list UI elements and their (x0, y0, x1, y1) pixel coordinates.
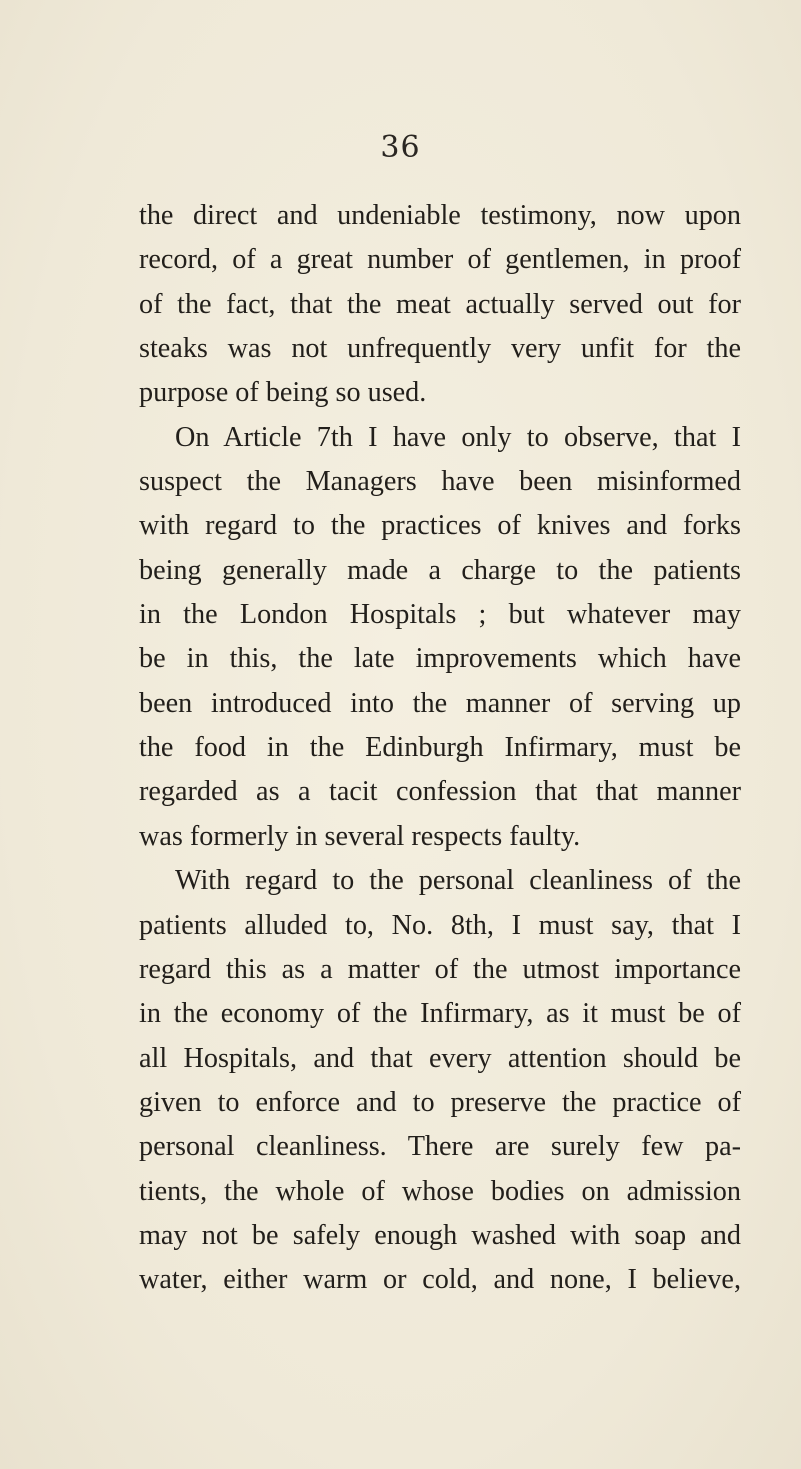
text-line: the direct and undeniable testimony, now upon (139, 200, 741, 231)
text-line: be in this, the late improvements which have (139, 643, 741, 675)
text-line: the food in the Edinburgh Infirmary, must be (139, 732, 741, 764)
text-line: personal cleanliness. There are surely few pa- (139, 1131, 741, 1163)
text-line: On Article 7th I have only to observe, that I (175, 421, 741, 453)
text-line: patients alluded to, No. 8th, I must say, that I (139, 909, 741, 941)
text-line: water, either warm or cold, and none, I believe, (139, 1264, 741, 1296)
text-line: of the fact, that the meat actually served out for (139, 288, 741, 320)
text-line: given to enforce and to preserve the practice of (139, 1086, 741, 1118)
page-number: 36 (380, 130, 421, 165)
text-line: with regard to the practices of knives and forks (139, 510, 741, 542)
text-line: suspect the Managers have been misinformed (139, 466, 741, 498)
text-line: may not be safely enough washed with soap and (139, 1219, 741, 1251)
text-line: being generally made a charge to the patients (139, 554, 741, 586)
text-line: was formerly in several respects faulty. (139, 820, 581, 852)
text-line: in the London Hospitals ; but whatever may (139, 599, 741, 631)
text-line: purpose of being so used. (139, 377, 427, 409)
text-line: regarded as a tacit confession that that manner (139, 776, 741, 808)
text-line: regard this as a matter of the utmost importance (139, 953, 741, 985)
body-text (139, 194, 741, 1303)
text-line: tients, the whole of whose bodies on admission (139, 1175, 741, 1207)
text-line: steaks was not unfrequently very unfit for the (139, 333, 741, 365)
text-line: record, of a great number of gentlemen, in proof (139, 244, 741, 276)
text-line: in the economy of the Infirmary, as it must be of (139, 998, 741, 1030)
text-line: all Hospitals, and that every attention should be (139, 1042, 741, 1074)
text-line: With regard to the personal cleanliness of the (175, 865, 741, 897)
text-line: been introduced into the manner of serving up (139, 687, 741, 719)
